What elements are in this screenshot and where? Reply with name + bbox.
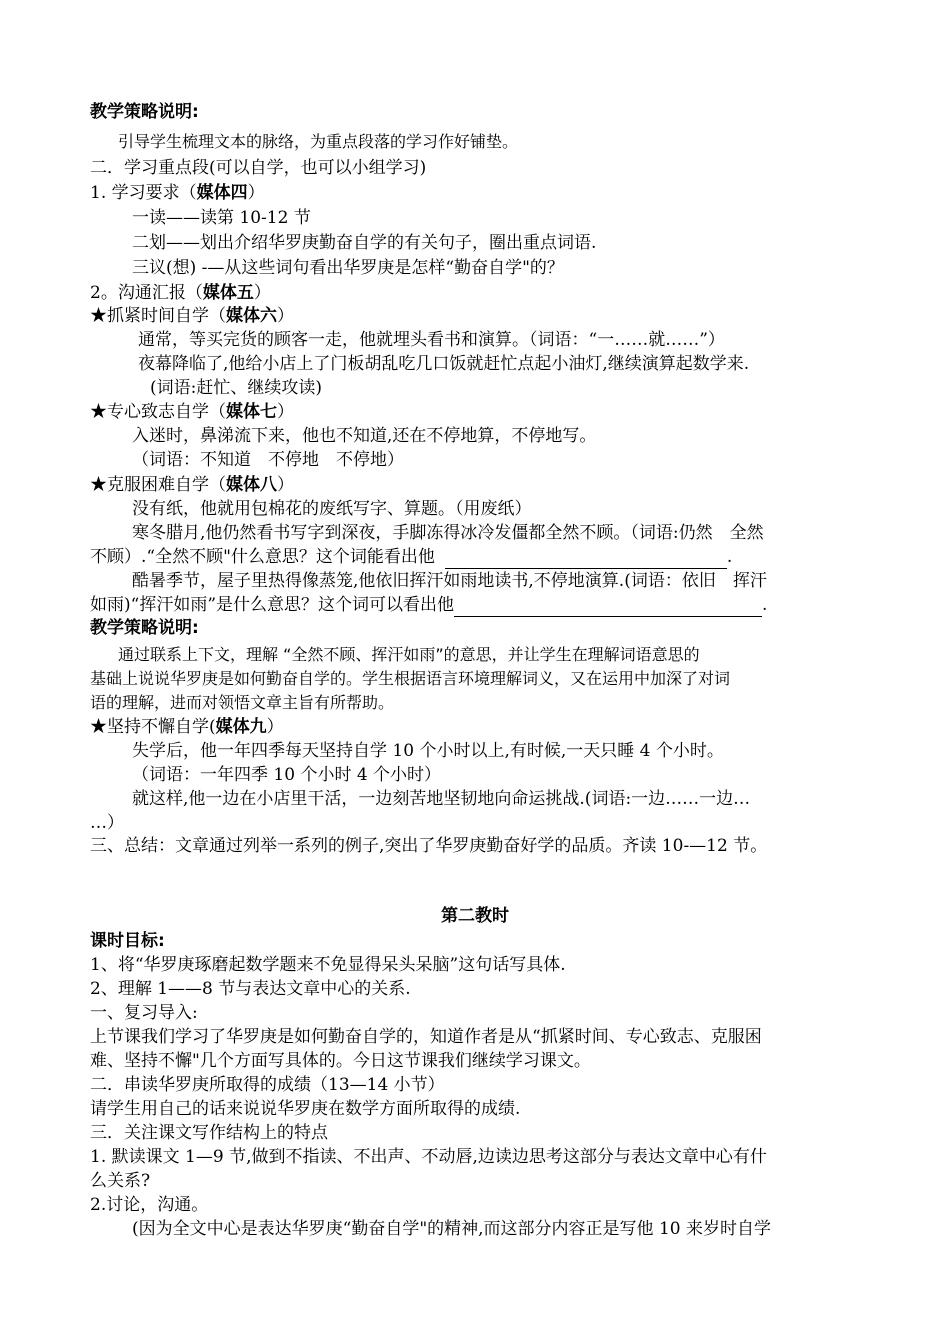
goal-line: 1、将“华罗庚琢磨起数学题来不免显得呆头呆脑”这句话写具体. xyxy=(90,955,566,975)
goals-title: 课时目标: xyxy=(90,931,165,951)
question-text: 如雨)“挥汗如雨”是什么意思？这个词可以看出他 xyxy=(90,595,455,615)
question-text: 不顾）.“全然不顾"什么意思？这个词能看出他 xyxy=(90,547,435,567)
paragraph-line: 上节课我们学习了华罗庚是如何勤奋自学的，知道作者是从“抓紧时间、专心致志、克服困 xyxy=(90,1027,762,1047)
answer-blank xyxy=(454,598,762,617)
example-line: …） xyxy=(90,813,124,833)
strategy-text: 通过联系上下文，理解 “全然不顾、挥汗如雨”的意思，并让学生在理解词语意思的 xyxy=(118,645,700,664)
star-heading-prefix: ★坚持不懈自学( xyxy=(90,717,216,737)
summary-line: 三、总结：文章通过列举一系列的例子,突出了华罗庚勤奋好学的品质。齐读 10-—12 节。 xyxy=(90,836,768,856)
media-label: 媒体五 xyxy=(202,283,254,303)
strategy-text: 基础上说说华罗庚是如何勤奋自学的。学生根据语言环境理解词义，又在运用中加深了对词 xyxy=(90,669,731,688)
star-heading xyxy=(90,473,294,497)
example-line: 通常，等买完货的顾客一走，他就埋头看书和演算。（词语：“一……就……”） xyxy=(138,330,725,350)
media-label: 媒体九 xyxy=(215,717,267,737)
star-heading-suffix: ） xyxy=(277,306,294,326)
vocab-line: (词语:赶忙、继续攻读) xyxy=(150,378,322,398)
requirement-line: 一读——读第 10-12 节 xyxy=(132,208,311,228)
vocab-line: （词语：不知道 不停地 不停地） xyxy=(132,450,404,470)
question-line xyxy=(90,593,767,617)
example-line: 就这样,他一边在小店里干活，一边刻苦地坚韧地向命运挑战.(词语:一边……一边… xyxy=(132,789,751,809)
example-line: 没有纸，他就用包棉花的废纸写字、算题。（用废纸） xyxy=(132,499,532,519)
star-heading-prefix: ★抓紧时间自学（ xyxy=(90,306,226,326)
star-heading xyxy=(90,400,294,424)
star-heading-suffix: ） xyxy=(277,402,294,422)
question-end: . xyxy=(726,547,733,567)
section-heading: 三．关注课文写作结构上的特点 xyxy=(90,1123,328,1143)
strategy-title: 教学策略说明: xyxy=(90,102,199,122)
paragraph-line: 么关系? xyxy=(90,1171,151,1191)
media-label: 媒体六 xyxy=(226,306,277,326)
example-line: 夜幕降临了,他给小店上了门板胡乱吃几口饭就赶忙点起小油灯,继续演算起数学来. xyxy=(138,354,750,374)
media-label: 媒体四 xyxy=(196,183,248,203)
strategy-text: 引导学生梳理文本的脉络，为重点段落的学习作好铺垫。 xyxy=(118,132,519,151)
media-label: 媒体八 xyxy=(226,475,277,495)
star-heading-suffix: ） xyxy=(266,717,284,737)
star-heading-suffix: ） xyxy=(277,475,294,495)
report-heading xyxy=(90,281,271,305)
strategy-title: 教学策略说明: xyxy=(90,618,199,638)
vocab-line: （词语：一年四季 10 个小时 4 个小时） xyxy=(132,765,442,785)
example-line: 酷暑季节，屋子里热得像蒸笼,他依旧挥汗如雨地读书,不停地演算.(词语：依旧 挥汗 xyxy=(132,571,767,591)
section-heading: 一、复习导入: xyxy=(90,1003,198,1023)
requirement-heading xyxy=(90,181,265,205)
star-heading-prefix: ★专心致志自学（ xyxy=(90,402,226,422)
requirement-line: 三议(想) -—从这些词句看出华罗庚是怎样“勤奋自学"的？ xyxy=(132,258,564,278)
strategy-text: 语的理解，进而对领悟文章主旨有所帮助。 xyxy=(90,693,395,712)
example-line: 失学后，他一年四季每天坚持自学 10 个小时以上,有时候,一天只睡 4 个小时。 xyxy=(132,741,724,761)
example-line: 寒冬腊月,他仍然看书写字到深夜，手脚冻得冰冷发僵都全然不顾。（词语:仍然 全然 xyxy=(132,523,764,543)
paragraph-line: 难、坚持不懈"几个方面写具体的。今日这节课我们继续学习课文。 xyxy=(90,1051,591,1071)
star-heading xyxy=(90,304,294,328)
requirement-line: 二划——划出介绍华罗庚勤奋自学的有关句子，圈出重点词语. xyxy=(132,233,597,253)
star-heading xyxy=(90,715,284,739)
report-heading-prefix: 2。沟通汇报（ xyxy=(90,283,203,303)
example-line: 入迷时，鼻涕流下来，他也不知道,还在不停地算，不停地写。 xyxy=(132,426,597,446)
paragraph-line: 1. 默读课文 1—9 节,做到不指读、不出声、不动唇,边读边思考这部分与表达文章中心有什 xyxy=(90,1147,767,1167)
question-end: . xyxy=(762,595,768,615)
paragraph-line: 请学生用自己的话来说说华罗庚在数学方面所取得的成绩. xyxy=(90,1099,521,1119)
question-line xyxy=(90,545,732,569)
section-heading: 二．串读华罗庚所取得的成绩（13—14 小节） xyxy=(90,1075,445,1095)
requirement-heading-prefix: 1. 学习要求（ xyxy=(90,183,197,203)
paragraph-line: (因为全文中心是表达华罗庚“勤奋自学"的精神,而这部分内容正是写他 10 来岁时自学 xyxy=(132,1219,771,1239)
report-heading-suffix: ） xyxy=(253,283,271,303)
lesson-heading: 第二教时 xyxy=(441,906,509,926)
star-heading-prefix: ★克服困难自学（ xyxy=(90,475,226,495)
media-label: 媒体七 xyxy=(226,402,277,422)
requirement-heading-suffix: ） xyxy=(247,183,265,203)
goal-line: 2、理解 1——8 节与表达文章中心的关系. xyxy=(90,979,411,999)
paragraph-line: 2.讨论，沟通。 xyxy=(90,1195,209,1215)
section-heading: 二．学习重点段(可以自学，也可以小组学习) xyxy=(90,158,427,178)
answer-blank xyxy=(445,550,727,569)
